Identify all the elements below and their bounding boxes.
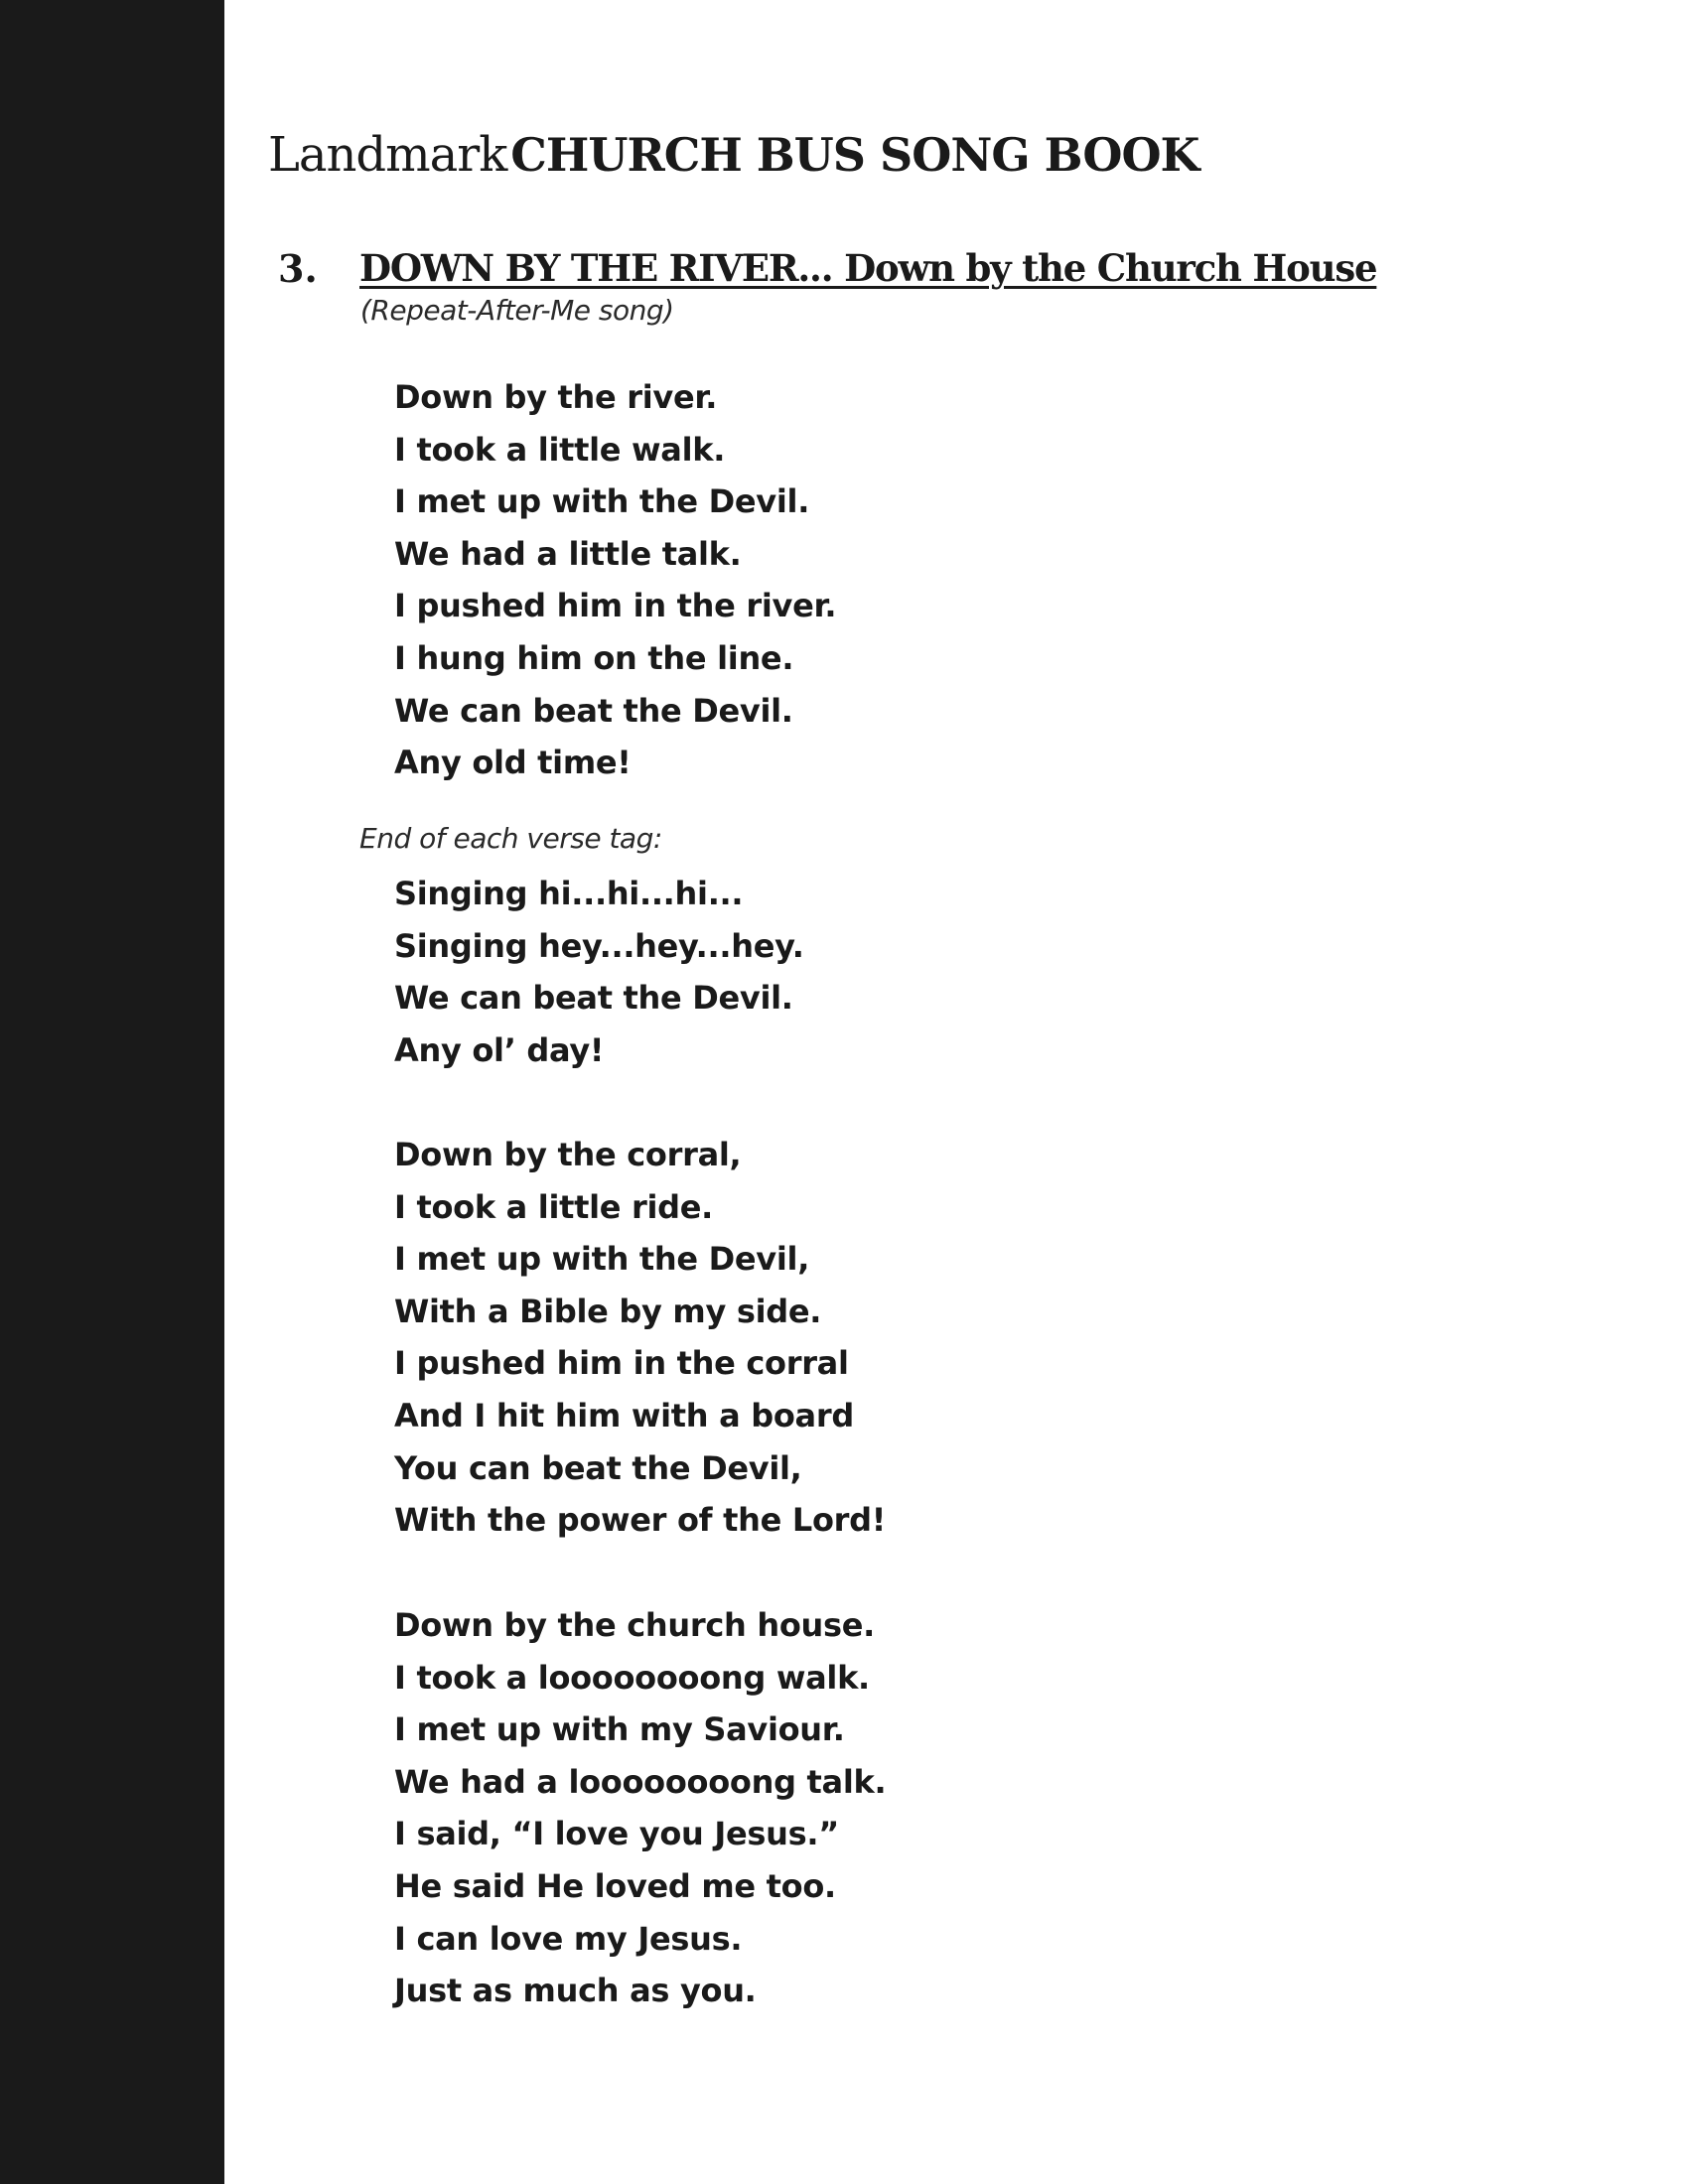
lyric-line: Singing hi...hi...hi... <box>394 875 744 912</box>
lyric-line: And I hit him with a board <box>394 1396 854 1434</box>
header-title: CHURCH BUS SONG BOOK <box>510 128 1199 182</box>
lyric-line: I took a loooooooong walk. <box>394 1658 870 1697</box>
song-number: 3. <box>278 246 318 291</box>
lyric-line: With a Bible by my side. <box>394 1292 822 1330</box>
verse-1 <box>394 371 836 789</box>
lyric-line: I took a little ride. <box>394 1187 714 1226</box>
lyric-line: We can beat the Devil. <box>394 979 793 1018</box>
verse-tag-label: End of each verse tag: <box>359 822 662 855</box>
song-title: DOWN BY THE RIVER... Down by the Church House <box>359 246 1377 290</box>
lyric-line: I took a little walk. <box>394 430 726 469</box>
verse-tag <box>394 868 804 1076</box>
verse-2 <box>394 1129 886 1547</box>
lyric-line: Down by the river. <box>394 378 718 416</box>
song-note: (Repeat-After-Me song) <box>360 294 674 327</box>
lyric-line: Down by the church house. <box>394 1606 876 1644</box>
page-side-bar <box>0 0 224 2184</box>
page-header <box>268 127 1199 183</box>
lyric-line: I hung him on the line. <box>394 638 794 677</box>
lyric-line: He said He loved me too. <box>394 1866 836 1905</box>
lyric-line: We had a loooooooong talk. <box>394 1762 887 1801</box>
lyric-line: I met up with my Saviour. <box>394 1710 845 1749</box>
lyric-line: Just as much as you. <box>394 1972 757 2010</box>
lyric-line: We can beat the Devil. <box>394 691 793 730</box>
lyric-line: Singing hey...hey...hey. <box>394 926 804 965</box>
lyric-line: I pushed him in the river. <box>394 587 837 625</box>
lyric-line: Down by the corral, <box>394 1136 742 1173</box>
lyric-line: We had a little talk. <box>394 534 742 573</box>
lyric-line: I met up with the Devil. <box>394 482 810 521</box>
lyric-line: Any old time! <box>394 744 632 782</box>
header-prefix: Landmark <box>268 127 507 183</box>
lyric-line: I can love my Jesus. <box>394 1919 743 1958</box>
lyric-line: I said, “I love you Jesus.” <box>394 1815 839 1853</box>
lyric-line: I pushed him in the corral <box>394 1344 849 1383</box>
lyric-line: I met up with the Devil, <box>394 1240 810 1279</box>
lyric-line: Any ol’ day! <box>394 1030 605 1069</box>
lyric-line: You can beat the Devil, <box>394 1448 802 1487</box>
lyric-line: With the power of the Lord! <box>394 1501 887 1540</box>
verse-3 <box>394 1599 886 2017</box>
